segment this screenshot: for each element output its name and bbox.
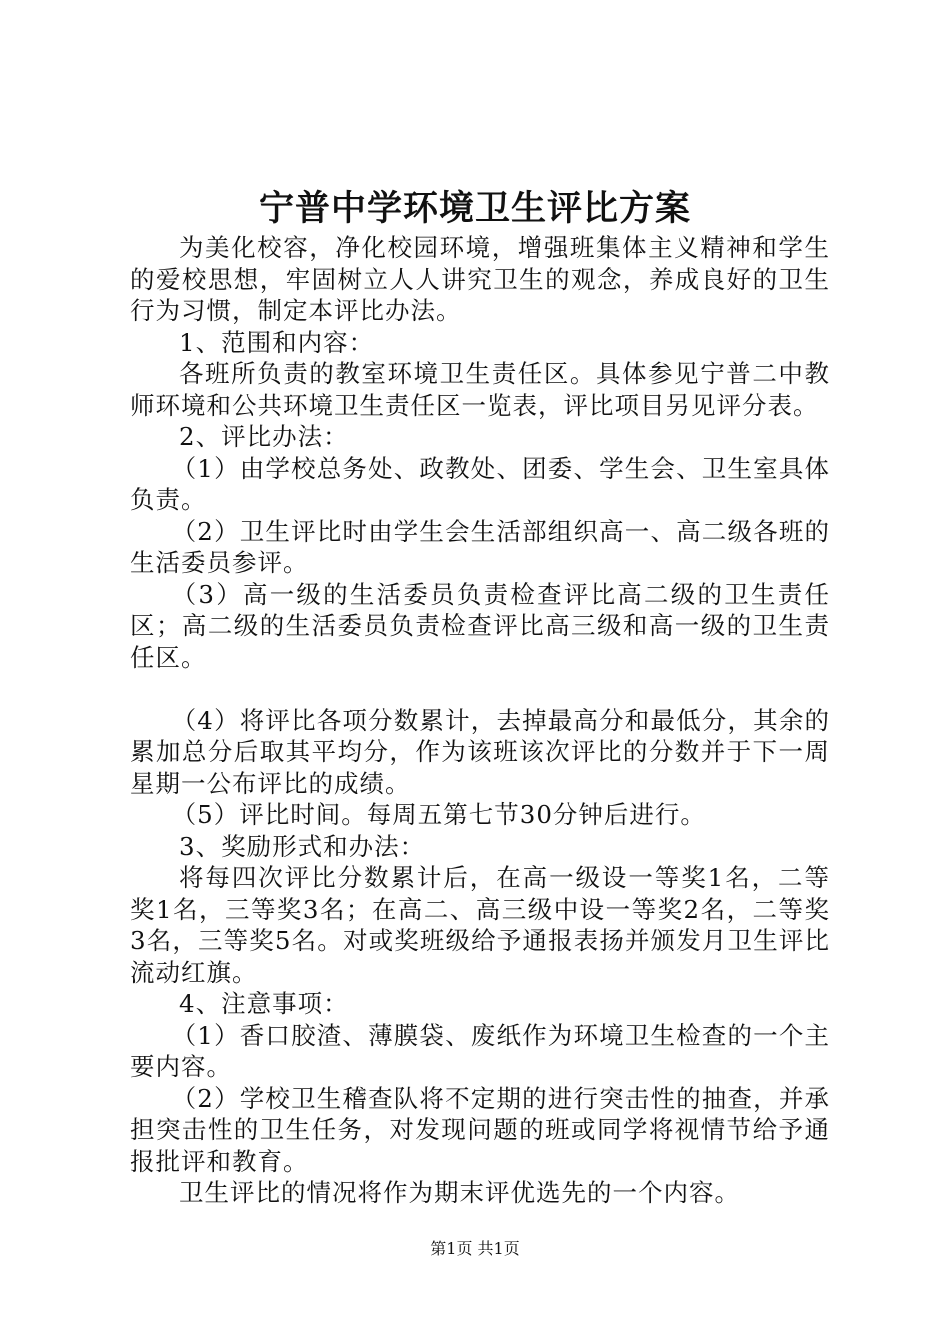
blank-line — [130, 673, 830, 705]
list-item-method-1: （1）由学校总务处、政教处、团委、学生会、卫生室具体负责。 — [130, 453, 830, 514]
closing-paragraph: 卫生评比的情况将作为期末评优选先的一个内容。 — [179, 1178, 740, 1207]
document-body — [130, 232, 830, 1209]
list-item-notes-1: （1）香口胶渣、薄膜袋、废纸作为环境卫生检查的一个主要内容。 — [130, 1020, 830, 1081]
page-number-footer: 第1页 共1页 — [430, 1239, 520, 1258]
list-item-method-3: （3）高一级的生活委员负责检查评比高二级的卫生责任区；高二级的生活委员负责检查评比高三级和高一级的卫生责任区。 — [130, 579, 830, 672]
list-item-method-2: （2）卫生评比时由学生会生活部组织高一、高二级各班的生活委员参评。 — [130, 516, 830, 577]
paragraph-awards: 将每四次评比分数累计后，在高一级设一等奖1名，二等奖1名，三等奖3名；在高二、高三级中设一等奖2名，二等奖3名，三等奖5名。对或奖班级给予通报表扬并颁发月卫生评比流动红旗。 — [130, 863, 830, 987]
list-item-method-4: （4）将评比各项分数累计，去掉最高分和最低分，其余的累加总分后取其平均分，作为该班该次评比的分数并于下一周星期一公布评比的成绩。 — [130, 705, 830, 798]
section-heading-scope: 1、范围和内容： — [179, 327, 375, 357]
list-item-method-5: （5）评比时间。每周五第七节30分钟后进行。 — [171, 800, 706, 829]
paragraph-scope: 各班所负责的教室环境卫生责任区。具体参见宁普二中教师环境和公共环境卫生责任区一览表，评比项目另见评分表。 — [130, 359, 830, 420]
section-heading-method: 2、评比办法： — [179, 422, 349, 451]
document-title: 宁普中学环境卫生评比方案 — [258, 188, 691, 229]
section-heading-notes: 4、注意事项： — [179, 989, 349, 1018]
section-heading-awards: 3、奖励形式和办法： — [179, 831, 426, 861]
intro-paragraph: 为美化校容，净化校园环境，增强班集体主义精神和学生的爱校思想，牢固树立人人讲究卫生的观念，养成良好的卫生行为习惯，制定本评比办法。 — [130, 233, 830, 325]
list-item-notes-2: （2）学校卫生稽查队将不定期的进行突击性的抽查，并承担突击性的卫生任务，对发现问题的班或同学将视情节给予通报批评和教育。 — [130, 1083, 830, 1176]
